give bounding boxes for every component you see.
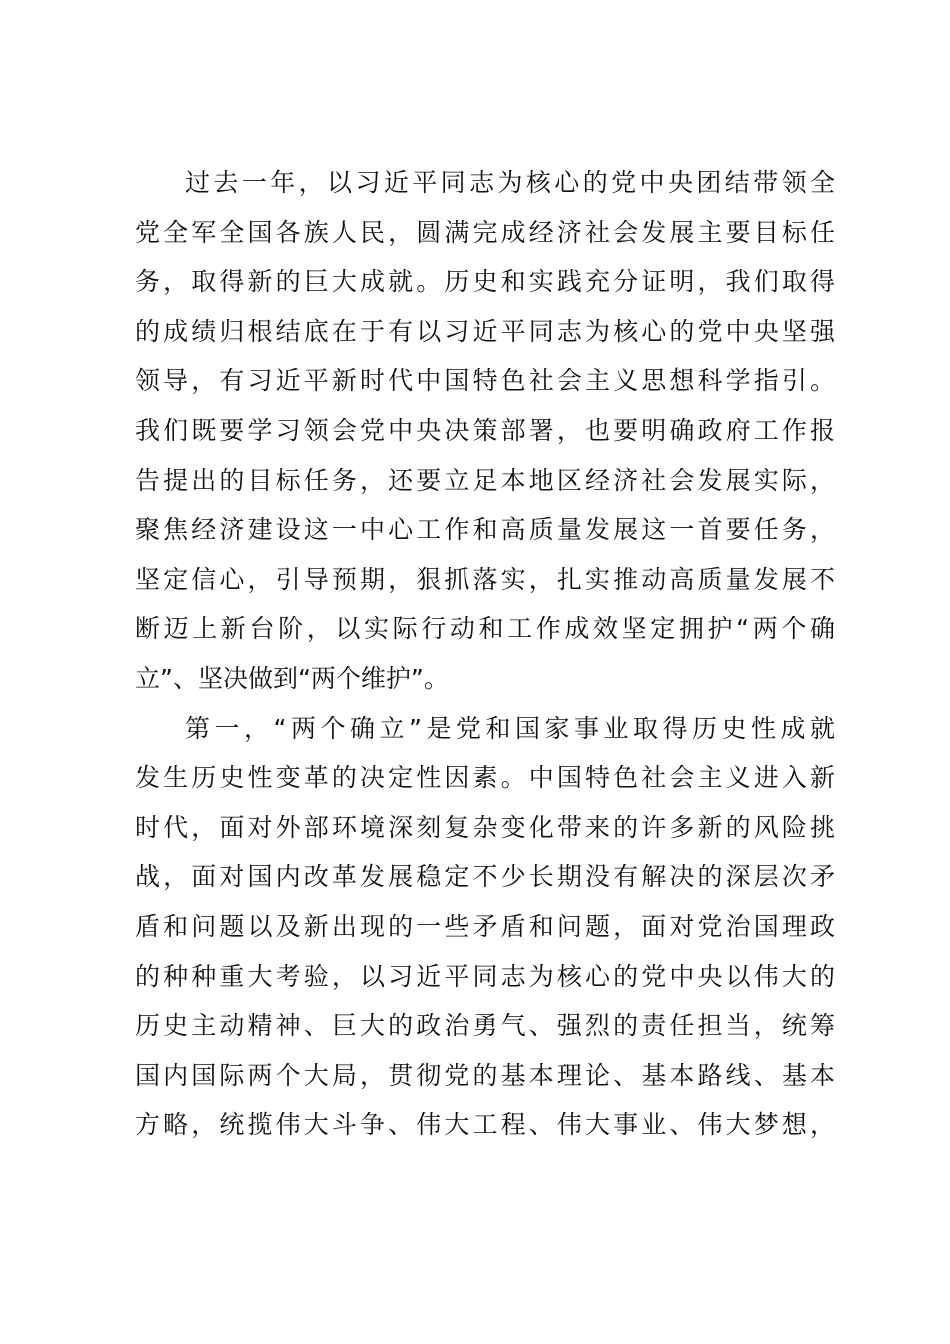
paragraph-line: 断迈上新台阶，以实际行动和工作成效坚定拥护“两个确 xyxy=(135,614,835,644)
paragraph-line: 党全军全国各族人民，圆满完成经济社会发展主要目标任 xyxy=(135,217,835,247)
paragraph-line: 战，面对国内改革发展稳定不少长期没有解决的深层次矛 xyxy=(135,862,835,892)
paragraph-line: 告提出的目标任务，还要立足本地区经济社会发展实际， xyxy=(135,465,835,495)
paragraph-line: 发生历史性变革的决定性因素。中国特色社会主义进入新 xyxy=(135,763,835,793)
paragraph-line: 过去一年，以习近平同志为核心的党中央团结带领全 xyxy=(185,168,835,197)
paragraph-line: 领导，有习近平新时代中国特色社会主义思想科学指引。 xyxy=(135,366,835,396)
paragraph-line: 的成绩归根结底在于有以习近平同志为核心的党中央坚强 xyxy=(135,316,835,346)
paragraph-line: 务，取得新的巨大成就。历史和实践充分证明，我们取得 xyxy=(135,267,835,297)
paragraph-line: 国内国际两个大局，贯彻党的基本理论、基本路线、基本 xyxy=(135,1060,835,1090)
paragraph-line: 盾和问题以及新出现的一些矛盾和问题，面对党治国理政 xyxy=(135,911,835,941)
paragraph-line: 立”、坚决做到“两个维护”。 xyxy=(135,663,449,693)
paragraph-line: 我们既要学习领会党中央决策部署，也要明确政府工作报 xyxy=(135,415,835,445)
paragraph-1 xyxy=(135,158,835,704)
paragraph-line: 聚焦经济建设这一中心工作和高质量发展这一首要任务， xyxy=(135,515,835,545)
paragraph-line: 的种种重大考验，以习近平同志为核心的党中央以伟大的 xyxy=(135,961,835,991)
paragraph-line: 方略，统揽伟大斗争、伟大工程、伟大事业、伟大梦想， xyxy=(135,1110,835,1140)
paragraph-line: 时代，面对外部环境深刻复杂变化带来的许多新的风险挑 xyxy=(135,812,835,842)
paragraph-line: 历史主动精神、巨大的政治勇气、强烈的责任担当，统筹 xyxy=(135,1011,835,1041)
paragraph-line: 坚定信心，引导预期，狠抓落实，扎实推动高质量发展不 xyxy=(135,564,835,594)
paragraph-2 xyxy=(135,704,835,1150)
paragraph-line: 第一，“两个确立”是党和国家事业取得历史性成就 xyxy=(185,713,835,743)
body-text xyxy=(135,158,835,1150)
